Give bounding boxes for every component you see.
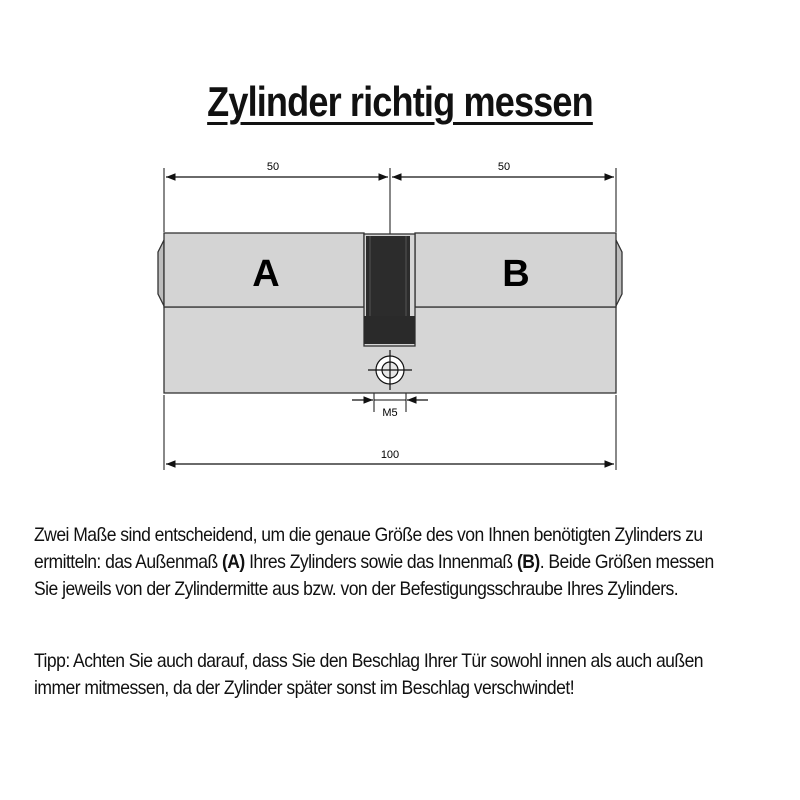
dim-left-label: 50 bbox=[266, 161, 280, 173]
dim-total-label: 100 bbox=[380, 449, 400, 461]
paragraph-line: immer mitmessen, da der Zylinder später sonst im Beschlag verschwindet! bbox=[34, 677, 575, 699]
text-span: Ihres Zylinders sowie das Innenmaß bbox=[244, 551, 517, 573]
cam bbox=[366, 236, 410, 316]
dim-right-label: 50 bbox=[497, 161, 511, 173]
cylinder-diagram bbox=[0, 150, 800, 480]
bold-span-a: (A) bbox=[221, 551, 245, 573]
label-a: A bbox=[252, 253, 280, 295]
dim-screw-label: M5 bbox=[382, 407, 398, 419]
paragraph-line bbox=[34, 549, 718, 576]
explanation-paragraph bbox=[34, 522, 718, 603]
label-b: B bbox=[502, 253, 530, 295]
text-span: . Beide Größen messen bbox=[539, 551, 714, 573]
paragraph-line: Tipp: Achten Sie auch darauf, dass Sie den Beschlag Ihrer Tür sowohl innen als auch außen bbox=[34, 650, 704, 672]
cam-lower bbox=[364, 316, 415, 344]
text-span: ermitteln: das Außenmaß bbox=[34, 551, 222, 573]
tip-paragraph bbox=[34, 648, 718, 702]
paragraph-line: Zwei Maße sind entscheidend, um die genaue Größe des von Ihnen benötigten Zylinders zu bbox=[34, 524, 703, 546]
paragraph-line: Sie jeweils von der Zylindermitte aus bzw. von der Befestigungsschraube Ihres Zylinders. bbox=[34, 578, 679, 600]
page-title: Zylinder richtig messen bbox=[207, 78, 593, 125]
bold-span-b: (B) bbox=[516, 551, 540, 573]
